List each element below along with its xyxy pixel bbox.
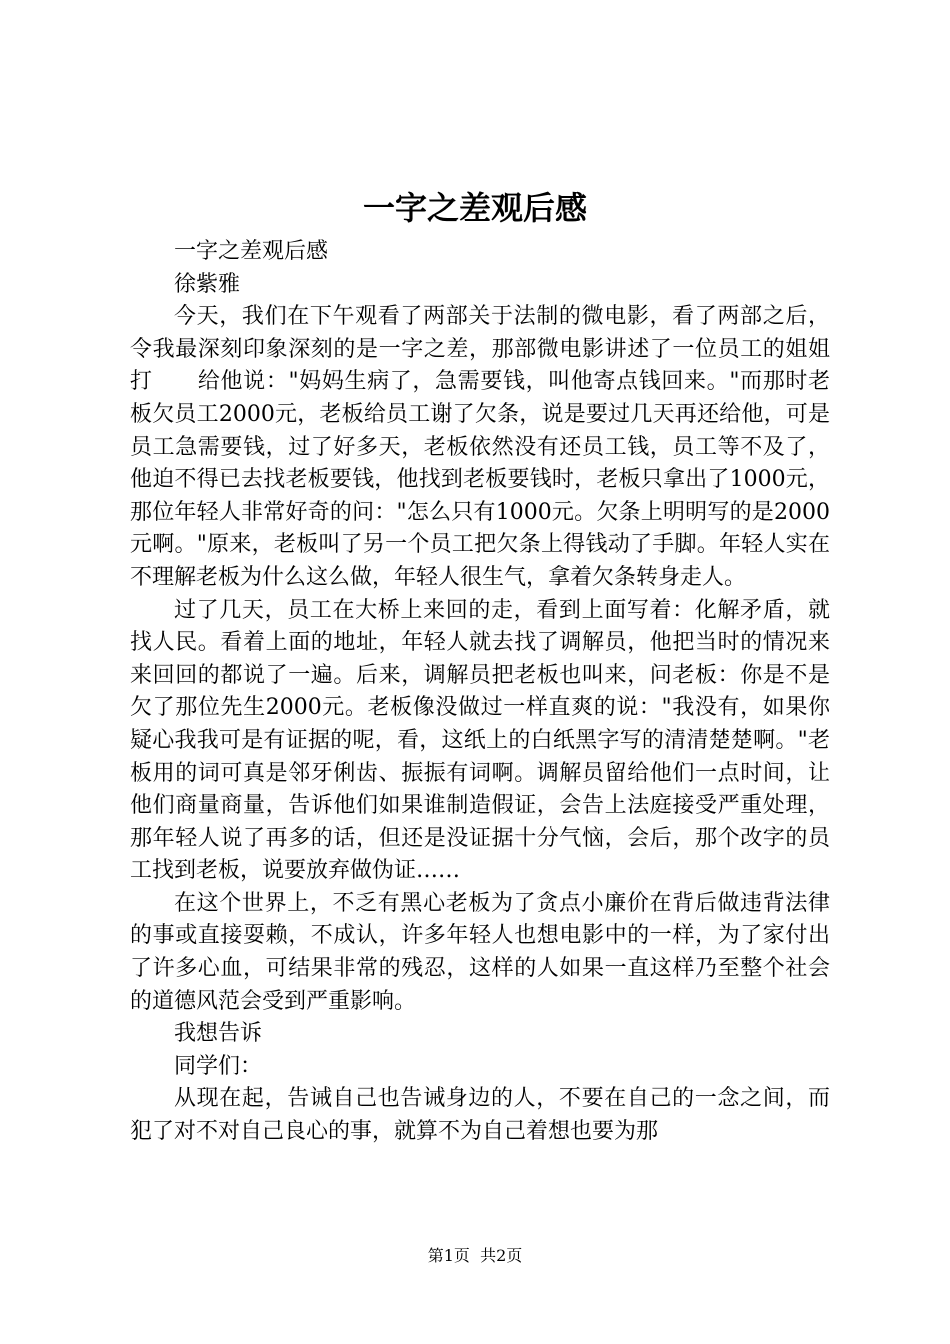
page-footer [0,1244,950,1268]
paragraph: 同学们： [174,1053,263,1079]
document-title: 一字之差观后感 [362,189,587,227]
paragraph: 我想告诉 [174,1021,263,1047]
paragraph: 过了几天，员工在大桥上来回的走，看到上面写着：化解矛盾，就找人民。看着上面的地址，年轻人就去找了调解员，他把当时的情况来来回回的都说了一遍。后来，调解员把老板也叫来，问老板：你是不是欠了那位先生2000元。老板像没做过一样直爽的说："我没有，如果你疑心我我可是有证据的呢，看，这纸上的白纸黑字写的清清楚楚啊。"老板用的词可真是邻牙俐齿、振振有词啊。调解员留给他们一点时间，让他们商量商量，告诉他们如果谁制造假证，会告上法庭接受严重处理，那年轻人说了再多的话，但还是没证据十分气恼，会后，那个改字的员工找到老板，说要放弃做伪证…… [130,597,830,884]
page-number: 第1页 [427,1246,470,1265]
paragraph: 在这个世界上，不乏有黑心老板为了贪点小廉价在背后做违背法律的事或直接耍赖，不成认，许多年轻人也想电影中的一样，为了家付出了许多心血，可结果非常的残忍，这样的人如果一直这样乃至整个社会的道德风范会受到严重影响。 [130,890,830,1014]
author-line: 徐紫雅 [174,271,241,297]
document-body [130,236,830,1149]
paragraph: 今天，我们在下午观看了两部关于法制的微电影，看了两部之后，令我最深刻印象深刻的是一字之差，那部微电影讲述了一位员工的姐姐打 给他说："妈妈生病了，急需要钱，叫他寄点钱回来。"而那时老板欠员工2000元，老板给员工谢了欠条，说是要过几天再还给他，可是员工急需要钱，过了好多天，老板依然没有还员工钱，员工等不及了，他迫不得已去找老板要钱，他找到老板要钱时，老板只拿出了1000元，那位年轻人非常好奇的问："怎么只有1000元。欠条上明明写的是2000元啊。"原来，老板叫了另一个员工把欠条上得钱动了手脚。年轻人实在不理解老板为什么这么做，年轻人很生气，拿着欠条转身走人。 [130,304,830,590]
paragraph: 从现在起，告诫自己也告诫身边的人，不要在自己的一念之间，而犯了对不对自己良心的事，就算不为自己着想也要为那 [130,1086,830,1145]
page-total: 共2页 [480,1246,523,1265]
footer-separator [470,1246,480,1265]
subtitle-line: 一字之差观后感 [174,239,329,264]
